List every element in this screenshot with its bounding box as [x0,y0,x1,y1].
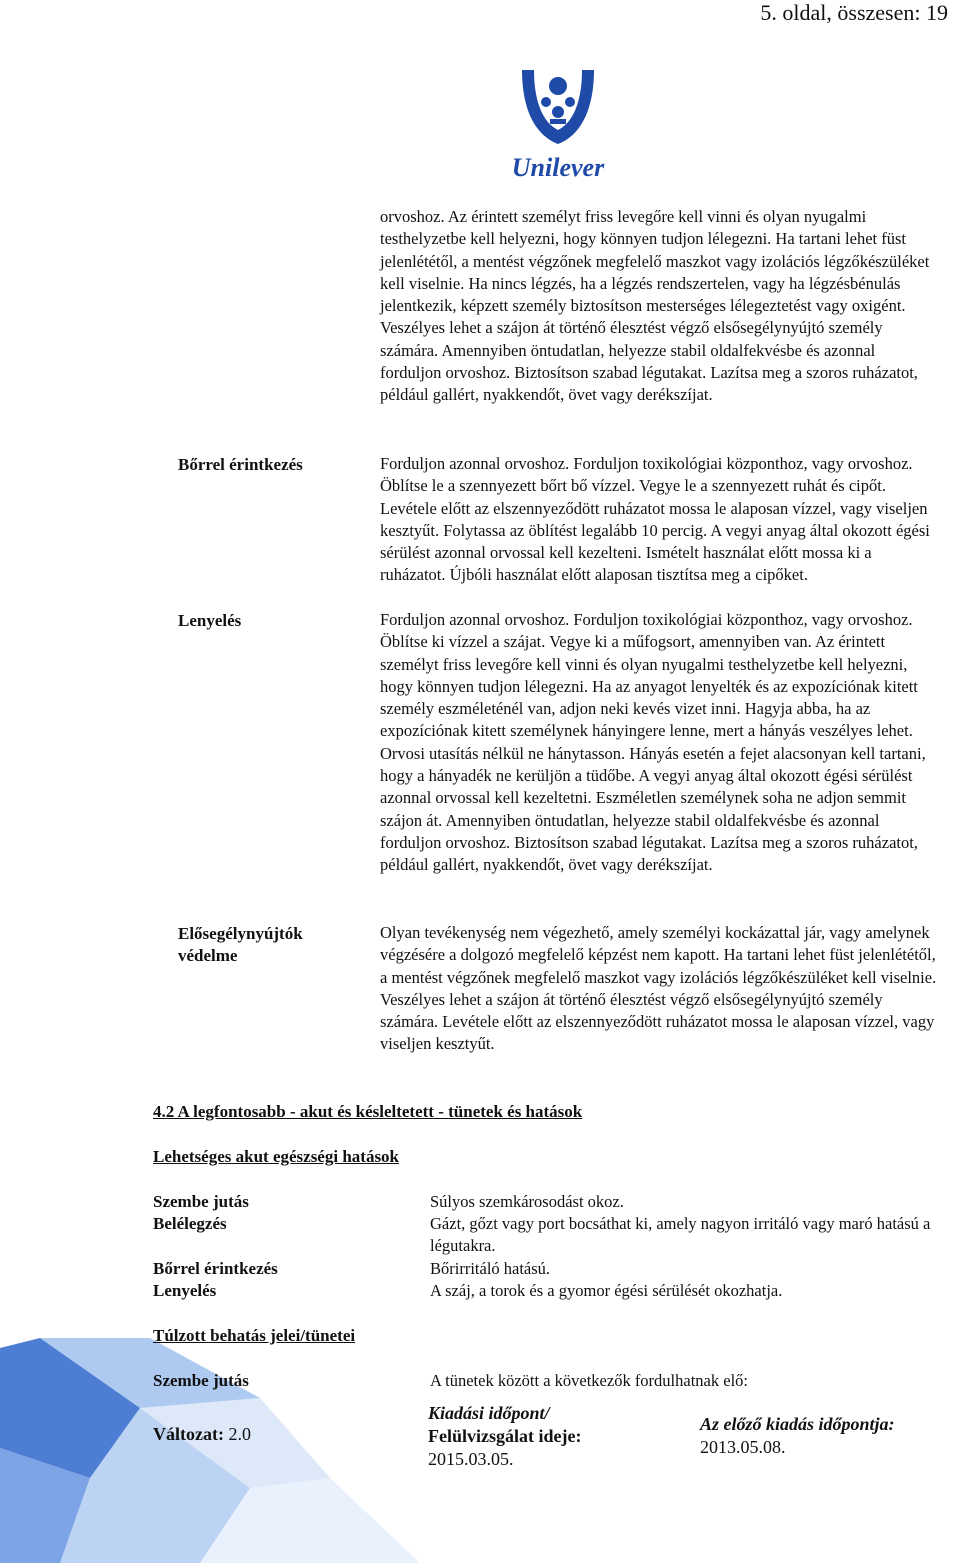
skin-text: Forduljon azonnal orvoshoz. Forduljon toxikológiai központhoz, vagy orvoshoz. Öblítse le a szennyezett bőrt bő vízzel. Vegye le a szennyezett ruhát és cipőt. Levétele előtt az elszennyeződött ruházatot mossa le alaposan vízzel, vagy viseljen kesztyűt. Folytassa az öblítést legalább 10 percig. A vegyi anyag által okozott égési sérülést azonnal orvossal kell kezelteni. Ismételt használat előtt mossa ki a ruházatot. Újbóli használat előtt alaposan tisztítsa meg a cipőket. [380,454,930,585]
issue-label-line1: Kiadási időpont/ [428,1403,550,1423]
acute-label-ingestion: Lenyelés [153,1281,217,1300]
acute-text-eye: Súlyos szemkárosodást okoz. [430,1192,624,1211]
overexposure-label-eye: Szembe jutás [153,1371,249,1390]
acute-text-inhalation: Gázt, gőzt vagy port bocsáthat ki, amely nagyon irritáló vagy maró hatású a légutakra. [430,1214,931,1256]
acute-heading: Lehetséges akut egészségi hatások [153,1147,400,1166]
ingestion-label: Lenyelés [178,611,242,630]
previous-issue-block [700,1413,895,1459]
overexposure-heading: Túlzott behatás jelei/tünetei [153,1326,356,1345]
ingestion-text: Forduljon azonnal orvoshoz. Forduljon toxikológiai központhoz, vagy orvoshoz. Öblítse ki vízzel a szájat. Vegye ki a műfogsort, amennyiben van. Az érintett személyt friss levegőre kell vinni és olyan nyugalmi testhelyzetbe kell helyezni, hogy könnyen tudjon lélegezni. Ha az anyagot lenyelték és az expozíciónak kitett személy eszméleténél van, adjon neki kevés vizet inni. Hagyja abba, ha az expozíciónak kitett személynek hányingere lenne, mert a hányás veszélyes lehet. Orvosi utasítás nélkül ne hánytasson. Hányás esetén a fejet alacsonyan kell tartani, hogy a hányadék ne kerüljön a tüdőbe. A vegyi anyag által okozott égési sérülést azonnal orvossal kell kezeltetni. Eszméletlen személynek soha ne adjon semmit szájon át. Amennyiben öntudatlan, helyezze stabil oldalfekvésbe és azonnal forduljon orvoshoz. Biztosítson szabad légutakat. Lazítsa meg a szoros ruházatot, például gallért, nyakkendőt, övet vagy derékszíjat. [380,610,926,875]
previous-issue-date: 2013.05.08. [700,1437,786,1457]
previous-issue-label: Az előző kiadás időpontja: [700,1414,895,1434]
page-indicator: 5. oldal, összesen: 19 [760,0,948,25]
svg-text:Unilever: Unilever [511,153,605,182]
protection-label-line2: védelme [178,946,238,965]
acute-text-skin: Bőrirritáló hatású. [430,1259,551,1278]
protection-text: Olyan tevékenység nem végezhető, amely személyi kockázattal jár, vagy amelynek végzésére a dolgozó megfelelő képzést nem kapott. Ha tartani lehet füst jelenlététől, a mentést végzőnek megfelelő maszkot vagy izolációs légzőkészüléket kell viselnie. Veszélyes lehet a szájon át történő élesztést végző elsősegélynyújtó személy számára. Levétele előtt az elszennyeződött ruházatot mossa le alaposan vízzel, vagy viseljen kesztyűt. [380,923,937,1054]
version-block [153,1424,251,1445]
section-title: 4.2 A legfontosabb - akut és késleltetett - tünetek és hatások [153,1102,583,1121]
issue-block [428,1402,581,1471]
acute-label-inhalation: Belélegzés [153,1214,227,1233]
skin-label: Bőrrel érintkezés [178,455,303,474]
version-label: Változat: [153,1424,224,1444]
protection-label-line1: Elősegélynyújtók [178,924,303,943]
unilever-logo [502,64,614,182]
inhalation-text: orvoshoz. Az érintett személyt friss levegőre kell vinni és olyan nyugalmi testhelyzetbe kell helyezni, hogy könnyen tudjon lélegezni. Ha tartani lehet füst jelenlététől, a mentést végzőnek megfelelő maszkot vagy izolációs légzőkészüléket kell viselnie. Ha nincs légzés, ha a légzés rendszertelen, vagy ha légzésbénulás jelentkezik, képzett személy biztosítson mesterséges lélegeztetést vagy oxigént. Veszélyes lehet a szájon át történő élesztést végző elsősegélynyújtó személy számára. Amennyiben öntudatlan, helyezze stabil oldalfekvésbe és azonnal forduljon orvoshoz. Biztosítson szabad légutakat. Lazítsa meg a szoros ruházatot, például gallért, nyakkendőt, övet vagy derékszíjat. [380,207,930,405]
acute-label-eye: Szembe jutás [153,1192,249,1211]
issue-label-line2: Felülvizsgálat ideje: [428,1426,582,1446]
version-value: 2.0 [228,1424,251,1444]
issue-date: 2015.03.05. [428,1449,514,1469]
overexposure-text-eye: A tünetek között a következők fordulhatnak elő: [430,1371,748,1390]
acute-text-ingestion: A száj, a torok és a gyomor égési sérülését okozhatja. [430,1281,783,1300]
acute-label-skin: Bőrrel érintkezés [153,1259,278,1278]
